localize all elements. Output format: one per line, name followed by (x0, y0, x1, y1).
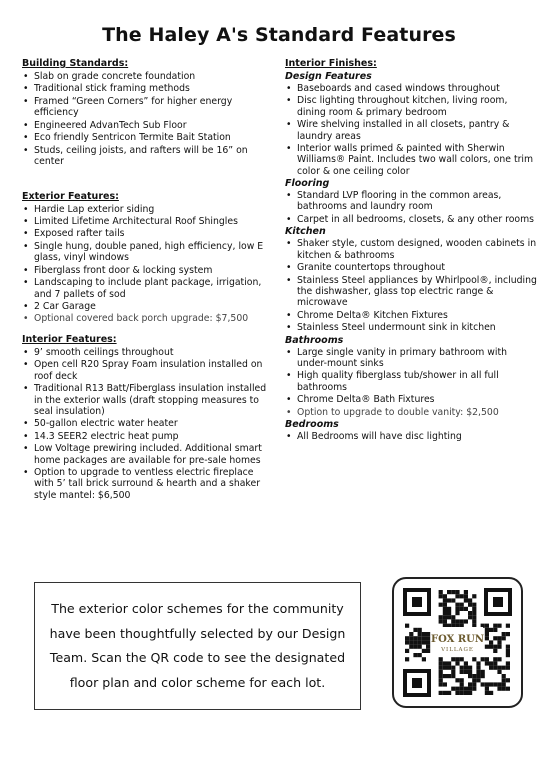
interior-finishes-heading: Interior Finishes: (285, 58, 377, 69)
list-item: • Exposed rafter tails (22, 228, 274, 239)
list-item: • Fiberglass front door & locking system (22, 265, 274, 276)
list-item: • Stainless Steel undermount sink in kitchen (285, 322, 539, 333)
list-item: • Standard LVP flooring in the common areas, bathrooms and laundry room (285, 190, 539, 213)
right-column (285, 58, 539, 444)
list-item: • Traditional R13 Batt/Fiberglass insulation installed in the exterior walls (draft stopping measures to seal insulation) (22, 383, 274, 417)
list-item: • Eco friendly Sentricon Termite Bait Station (22, 132, 274, 143)
list-item: • All Bedrooms will have disc lighting (285, 431, 539, 442)
note-text: The exterior color schemes for the community have been thoughtfully selected by our Design Team. Scan the QR code to see the designated floor plan and color scheme for each lot. (49, 601, 346, 690)
list-item: • Wire shelving installed in all closets, pantry & laundry areas (285, 119, 539, 142)
list-item: • Framed “Green Corners” for higher energy efficiency (22, 96, 274, 119)
fox-run-logo-sub: VILLAGE (441, 647, 474, 653)
bedrooms-heading: Bedrooms (285, 419, 339, 431)
flooring-heading: Flooring (285, 178, 330, 190)
option-item: • Option to upgrade to double vanity: $2,500 (285, 407, 539, 418)
list-item: • Option to upgrade to ventless electric fireplace with 5’ tall brick surround & hearth and a shaker style mantel: $6,500 (22, 467, 274, 501)
list-item: • Slab on grade concrete foundation (22, 71, 274, 82)
kitchen-list (285, 238, 539, 333)
list-item: • Granite countertops throughout (285, 262, 539, 273)
list-item: • 14.3 SEER2 electric heat pump (22, 431, 274, 442)
list-item: • Carpet in all bedrooms, closets, & any other rooms (285, 214, 539, 225)
bathrooms-list (285, 347, 539, 418)
list-item: • Limited Lifetime Architectural Roof Shingles (22, 216, 274, 227)
list-item: • Landscaping to include plant package, irrigation, and 7 pallets of sod (22, 277, 274, 300)
list-item: • Disc lighting throughout kitchen, living room, dining room & primary bedroom (285, 95, 539, 118)
flooring-list (285, 190, 539, 225)
list-item: • Baseboards and cased windows throughout (285, 83, 539, 94)
interior-features-list (22, 347, 274, 501)
list-item: • High quality fiberglass tub/shower in all full bathrooms (285, 370, 539, 393)
list-item: • 2 Car Garage (22, 301, 274, 312)
exterior-features-heading: Exterior Features: (22, 190, 119, 202)
qr-code[interactable] (392, 577, 523, 708)
interior-features-heading: Interior Features: (22, 333, 117, 345)
building-standards-list (22, 71, 274, 167)
fox-run-logo: FOX RUN (430, 634, 485, 645)
bathrooms-heading: Bathrooms (285, 334, 344, 346)
color-scheme-note (34, 582, 361, 710)
list-item: • Chrome Delta® Kitchen Fixtures (285, 310, 539, 321)
list-item: • Studs, ceiling joists, and rafters will be 16” on center (22, 145, 274, 168)
list-item: • 50-gallon electric water heater (22, 418, 274, 429)
bedrooms-list (285, 431, 539, 442)
list-item: • Interior walls primed & painted with Sherwin Williams® Paint. Includes two wall colors, one trim color & one ceiling color (285, 143, 539, 177)
list-item: • Shaker style, custom designed, wooden cabinets in kitchen & bathrooms (285, 238, 539, 261)
left-column (22, 58, 274, 502)
list-item: • Large single vanity in primary bathroom with under-mount sinks (285, 347, 539, 370)
building-standards-heading: Building Standards: (22, 58, 129, 69)
list-item: • Stainless Steel appliances by Whirlpool®, including the dishwasher, glass top electric range & microwave (285, 275, 539, 309)
list-item: • Low Voltage prewiring included. Additional smart home packages are available for pre-sale homes (22, 443, 274, 466)
qr-code-image (402, 587, 513, 698)
list-item: • Engineered AdvanTech Sub Floor (22, 120, 274, 131)
design-features-list (285, 83, 539, 177)
design-features-heading: Design Features (285, 71, 372, 82)
list-item: • Open cell R20 Spray Foam insulation installed on roof deck (22, 359, 274, 382)
list-item: • Single hung, double paned, high efficiency, low E glass, vinyl windows (22, 241, 274, 264)
kitchen-heading: Kitchen (285, 226, 326, 238)
list-item: • Traditional stick framing methods (22, 83, 274, 94)
page-title: The Haley A's Standard Features (102, 24, 456, 46)
list-item: • Hardie Lap exterior siding (22, 204, 274, 215)
option-item: • Optional covered back porch upgrade: $7,500 (22, 313, 274, 324)
exterior-features-list (22, 204, 274, 325)
list-item: • Chrome Delta® Bath Fixtures (285, 394, 539, 405)
list-item: • 9’ smooth ceilings throughout (22, 347, 274, 358)
